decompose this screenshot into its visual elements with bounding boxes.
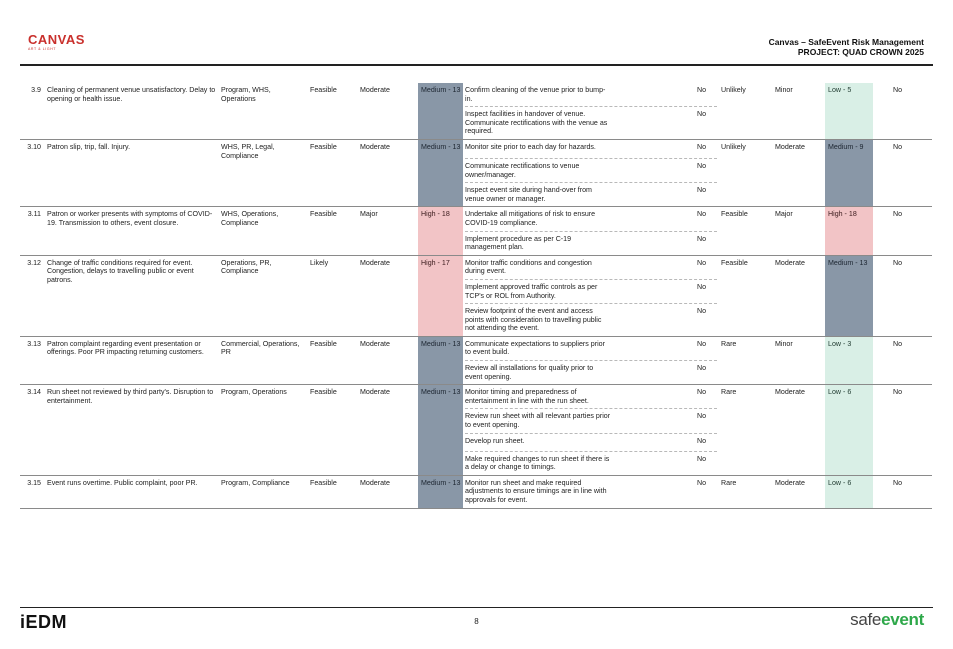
control-flag: No	[697, 478, 707, 487]
risk-description: Cleaning of permanent venue unsatisfactory. Delay to opening or health issue.	[45, 83, 219, 139]
residual-likelihood: Unlikely	[719, 139, 773, 206]
residual-rating: High - 18	[825, 207, 873, 255]
residual-rating: Low - 6	[825, 475, 873, 508]
risk-owner: Commercial, Operations, PR	[219, 336, 308, 384]
control-flag: No	[697, 364, 707, 373]
residual-consequence: Moderate	[773, 385, 825, 476]
control-flag: No	[697, 412, 707, 421]
control-item	[465, 303, 717, 336]
likelihood: Feasible	[308, 207, 358, 255]
controls-cell	[463, 83, 719, 139]
canvas-logo-word: CANVAS	[28, 32, 85, 47]
control-flag: No	[697, 339, 707, 348]
control-flag: No	[697, 142, 707, 151]
control-flag: No	[697, 161, 707, 170]
control-text: Monitor site prior to each day for hazards.	[465, 142, 596, 151]
canvas-logo-sub: ART & LIGHT	[28, 47, 57, 51]
consequence: Major	[358, 207, 418, 255]
control-item	[465, 360, 717, 384]
risk-row	[20, 475, 932, 508]
control-text: Inspect facilities in handover of venue. Communicate rectifications with the venue as required.	[465, 110, 608, 136]
residual-flag: No	[873, 336, 932, 384]
consequence: Moderate	[358, 385, 418, 476]
safeevent-logo-event: event	[881, 610, 924, 629]
risk-row	[20, 336, 932, 384]
risk-row	[20, 139, 932, 206]
risk-row	[20, 255, 932, 336]
control-text: Communicate expectations to suppliers prior to event build.	[465, 339, 605, 357]
controls-cell	[463, 385, 719, 476]
consequence: Moderate	[358, 139, 418, 206]
likelihood: Likely	[308, 255, 358, 336]
residual-consequence: Minor	[773, 336, 825, 384]
consequence: Moderate	[358, 336, 418, 384]
risk-description: Patron complaint regarding event presentation or offerings. Poor PR impacting returning customers.	[45, 336, 219, 384]
residual-rating: Medium - 13	[825, 255, 873, 336]
footer-divider	[20, 607, 933, 608]
control-item	[465, 279, 717, 303]
residual-likelihood: Rare	[719, 475, 773, 508]
control-item	[465, 231, 717, 255]
header-divider	[20, 64, 933, 66]
control-item	[465, 140, 717, 158]
control-text: Monitor timing and preparedness of entertainment in line with the run sheet.	[465, 388, 589, 405]
control-flag: No	[697, 436, 707, 445]
controls-cell	[463, 255, 719, 336]
consequence: Moderate	[358, 475, 418, 508]
risk-owner: Program, Compliance	[219, 475, 308, 508]
risk-owner: Operations, PR, Compliance	[219, 255, 308, 336]
control-text: Inspect event site during hand-over from venue owner or manager.	[465, 186, 592, 203]
control-text: Monitor traffic conditions and congestion during event.	[465, 258, 592, 276]
residual-flag: No	[873, 207, 932, 255]
control-item	[465, 451, 717, 475]
control-text: Communicate rectifications to venue owner/manager.	[465, 161, 580, 179]
controls-cell	[463, 207, 719, 255]
residual-rating: Low - 6	[825, 385, 873, 476]
control-flag: No	[697, 388, 707, 397]
control-item	[465, 476, 717, 508]
control-text: Monitor run sheet and make required adjustments to ensure timings are in line with approvals for event.	[465, 478, 607, 504]
residual-consequence: Minor	[773, 83, 825, 139]
inherent-rating: Medium - 13	[418, 385, 463, 476]
risk-row	[20, 83, 932, 139]
inherent-rating: Medium - 13	[418, 475, 463, 508]
safeevent-logo-safe: safe	[850, 610, 882, 629]
controls-cell	[463, 475, 719, 508]
controls-cell	[463, 139, 719, 206]
control-flag: No	[697, 234, 707, 243]
risk-id: 3.14	[20, 385, 45, 476]
risk-description: Patron or worker presents with symptoms of COVID-19. Transmission to others, event closure.	[45, 207, 219, 255]
control-item	[465, 433, 717, 451]
residual-rating: Low - 3	[825, 336, 873, 384]
control-flag: No	[697, 307, 707, 316]
likelihood: Feasible	[308, 336, 358, 384]
residual-consequence: Moderate	[773, 139, 825, 206]
risk-owner: WHS, PR, Legal, Compliance	[219, 139, 308, 206]
residual-likelihood: Rare	[719, 385, 773, 476]
risk-owner: Program, Operations	[219, 385, 308, 476]
control-text: Review run sheet with all relevant parties prior to event opening.	[465, 412, 611, 430]
control-item	[465, 83, 717, 106]
risk-id: 3.10	[20, 139, 45, 206]
residual-flag: No	[873, 83, 932, 139]
document-title: Canvas – SafeEvent Risk Management	[768, 37, 924, 47]
control-item	[465, 182, 717, 206]
residual-flag: No	[873, 385, 932, 476]
risk-description: Patron slip, trip, fall. Injury.	[45, 139, 219, 206]
likelihood: Feasible	[308, 83, 358, 139]
control-text: Make required changes to run sheet if there is a delay or change to timings.	[465, 454, 610, 472]
inherent-rating: Medium - 13	[418, 336, 463, 384]
residual-rating: Medium - 9	[825, 139, 873, 206]
control-flag: No	[697, 110, 707, 119]
control-item	[465, 158, 717, 182]
control-text: Implement procedure as per C-19 management plan.	[465, 234, 572, 252]
likelihood: Feasible	[308, 385, 358, 476]
residual-rating: Low - 5	[825, 83, 873, 139]
residual-likelihood: Feasible	[719, 255, 773, 336]
control-text: Confirm cleaning of the venue prior to bump-in.	[465, 86, 606, 103]
control-flag: No	[697, 258, 707, 267]
control-flag: No	[697, 282, 707, 291]
residual-likelihood: Feasible	[719, 207, 773, 255]
control-text: Review all installations for quality prior to event opening.	[465, 364, 594, 381]
risk-description: Run sheet not reviewed by third party's. Disruption to entertainment.	[45, 385, 219, 476]
control-item	[465, 256, 717, 279]
project-name: PROJECT: QUAD CROWN 2025	[797, 47, 924, 57]
control-flag: No	[697, 210, 707, 219]
risk-owner: Program, WHS, Operations	[219, 83, 308, 139]
consequence: Moderate	[358, 255, 418, 336]
control-text: Develop run sheet.	[465, 436, 525, 445]
risk-row	[20, 385, 932, 476]
residual-flag: No	[873, 255, 932, 336]
control-text: Implement approved traffic controls as per TCP's or ROL from Authority.	[465, 282, 598, 300]
residual-consequence: Moderate	[773, 475, 825, 508]
risk-register-table	[20, 83, 932, 509]
control-flag: No	[697, 86, 707, 94]
likelihood: Feasible	[308, 475, 358, 508]
likelihood: Feasible	[308, 139, 358, 206]
risk-id: 3.9	[20, 83, 45, 139]
control-flag: No	[697, 454, 707, 463]
page-number: 8	[474, 617, 479, 626]
inherent-rating: Medium - 13	[418, 139, 463, 206]
risk-description: Event runs overtime. Public complaint, poor PR.	[45, 475, 219, 508]
control-item	[465, 106, 717, 139]
risk-table-body	[20, 83, 932, 508]
control-text: Undertake all mitigations of risk to ensure COVID-19 compliance.	[465, 210, 596, 227]
risk-owner: WHS, Operations, Compliance	[219, 207, 308, 255]
iedm-logo: iEDM	[20, 612, 67, 632]
safeevent-logo	[850, 610, 924, 630]
residual-consequence: Moderate	[773, 255, 825, 336]
controls-cell	[463, 336, 719, 384]
residual-consequence: Major	[773, 207, 825, 255]
risk-description: Change of traffic conditions required for event. Congestion, delays to travelling public or event patrons.	[45, 255, 219, 336]
control-item	[465, 385, 717, 408]
risk-id: 3.11	[20, 207, 45, 255]
risk-id: 3.15	[20, 475, 45, 508]
inherent-rating: Medium - 13	[418, 83, 463, 139]
residual-likelihood: Unlikely	[719, 83, 773, 139]
document-header	[769, 37, 924, 57]
control-item	[465, 337, 717, 360]
control-item	[465, 207, 717, 230]
canvas-logo	[28, 33, 88, 57]
risk-id: 3.13	[20, 336, 45, 384]
inherent-rating: High - 17	[418, 255, 463, 336]
residual-likelihood: Rare	[719, 336, 773, 384]
inherent-rating: High - 18	[418, 207, 463, 255]
control-item	[465, 408, 717, 432]
control-text: Review footprint of the event and access points with consideration to travelling public not attending the event.	[465, 307, 602, 333]
consequence: Moderate	[358, 83, 418, 139]
control-flag: No	[697, 186, 707, 195]
risk-row	[20, 207, 932, 255]
residual-flag: No	[873, 139, 932, 206]
risk-id: 3.12	[20, 255, 45, 336]
residual-flag: No	[873, 475, 932, 508]
